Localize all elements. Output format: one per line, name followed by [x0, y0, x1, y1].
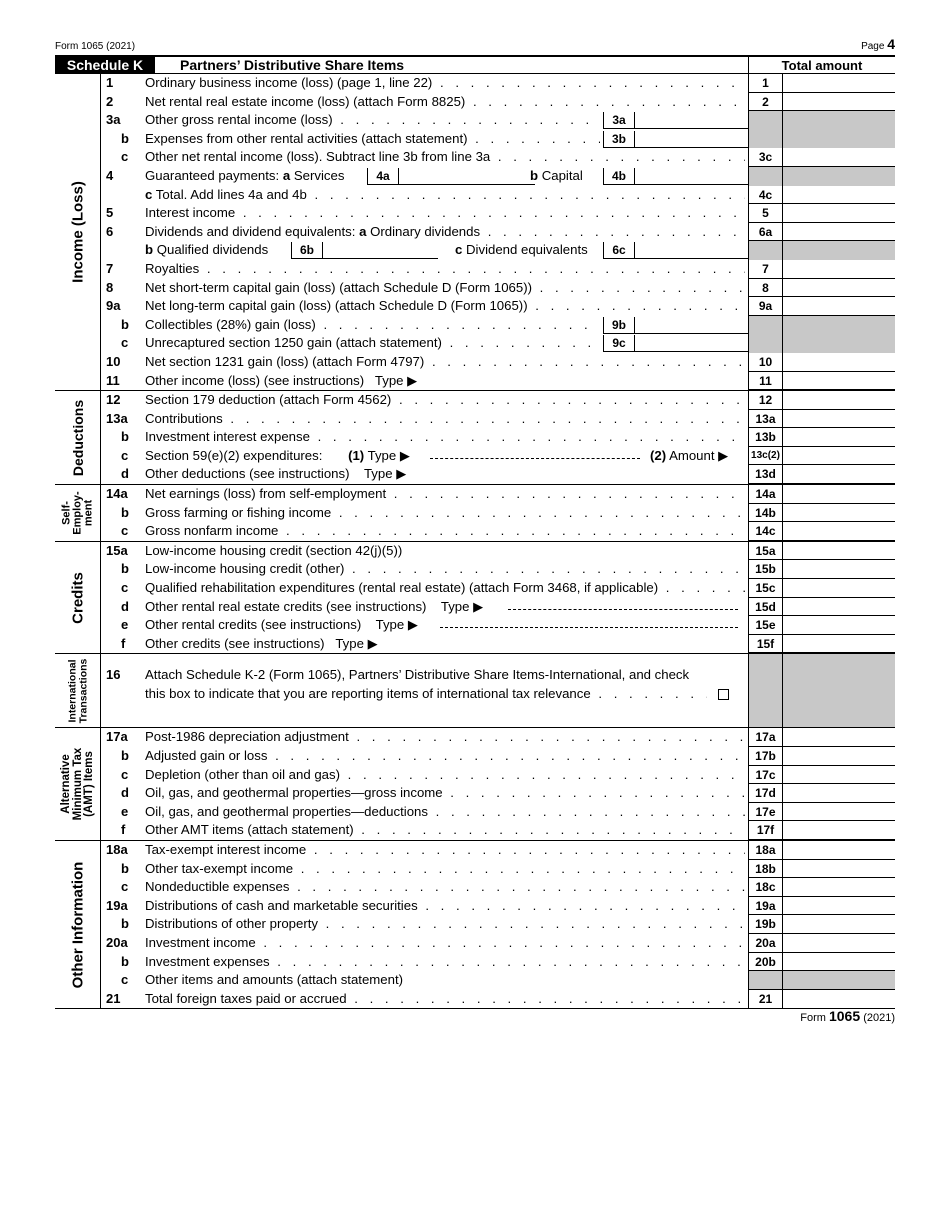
- inline-field-4a[interactable]: [399, 168, 535, 185]
- amount-field-17e[interactable]: [783, 803, 895, 822]
- line-14c: c Gross nonfarm income . . . 14c: [55, 522, 895, 541]
- line-19a: 19a Distributions of cash and marketable securities . . . 19a: [55, 897, 895, 916]
- line-7: 7 Royalties . . . 7: [55, 260, 895, 279]
- amount-field-6a[interactable]: [783, 223, 895, 242]
- amount-field-17d[interactable]: [783, 784, 895, 803]
- line-14a: 14a Net earnings (loss) from self-employment . . . 14a: [55, 485, 895, 504]
- line-15e: e Other rental credits (see instructions) Type ▶ 15e: [55, 616, 895, 635]
- section-label-self-employment: Self- Employ- ment: [55, 485, 101, 541]
- line-17e: e Oil, gas, and geothermal properties—deductions . . . 17e: [55, 803, 895, 822]
- line-9a: 9a Net long-term capital gain (loss) (attach Schedule D (Form 1065)) . . . 9a: [55, 297, 895, 316]
- amount-field-18c[interactable]: [783, 878, 895, 897]
- line-14b: b Gross farming or fishing income . . . 14b: [55, 504, 895, 523]
- inline-field-6c[interactable]: [635, 242, 748, 259]
- amount-field-13d[interactable]: [783, 465, 895, 484]
- inline-field-3a[interactable]: [635, 112, 748, 129]
- amount-field-18a[interactable]: [783, 841, 895, 860]
- amount-field-13a[interactable]: [783, 410, 895, 429]
- section-label-deductions: Deductions: [55, 391, 101, 484]
- amount-field-19b[interactable]: [783, 915, 895, 934]
- amount-field-14c[interactable]: [783, 522, 895, 541]
- type-field-15e[interactable]: [440, 627, 738, 628]
- amount-field-18b[interactable]: [783, 860, 895, 879]
- line-9b: b Collectibles (28%) gain (loss) . . . 9b: [55, 316, 895, 335]
- amount-field-15f[interactable]: [783, 635, 895, 654]
- inline-field-6b[interactable]: [323, 242, 438, 259]
- type-field-13c[interactable]: [430, 458, 640, 459]
- amount-field-21[interactable]: [783, 990, 895, 1009]
- line-20a: 20a Investment income . . . 20a: [55, 934, 895, 953]
- page-number: Page 4: [861, 36, 895, 52]
- amount-field-17c[interactable]: [783, 766, 895, 785]
- line-10: 10 Net section 1231 gain (loss) (attach Form 4797) . . . 10: [55, 353, 895, 372]
- schedule-badge: Schedule K: [55, 57, 155, 74]
- line-18a: 18a Tax-exempt interest income . . . 18a: [55, 841, 895, 860]
- inline-field-4b[interactable]: [635, 168, 748, 185]
- inline-field-9c[interactable]: [635, 335, 748, 352]
- section-label-income: Income (Loss): [55, 74, 101, 390]
- line-15b: b Low-income housing credit (other) . . . 15b: [55, 560, 895, 579]
- line-15d: d Other rental real estate credits (see instructions) Type ▶ 15d: [55, 598, 895, 617]
- schedule-k-table: [55, 74, 895, 1009]
- line-19b: b Distributions of other property . . . 19b: [55, 915, 895, 934]
- section-credits: [55, 541, 895, 654]
- section-income: [55, 74, 895, 390]
- amount-field-15a[interactable]: [783, 542, 895, 561]
- line-20c: c Other items and amounts (attach statement): [55, 971, 895, 990]
- amount-field-17b[interactable]: [783, 747, 895, 766]
- amount-field-17a[interactable]: [783, 728, 895, 747]
- line-11: 11 Other income (loss) (see instructions) Type ▶ 11: [55, 372, 895, 391]
- amount-field-1[interactable]: [783, 74, 895, 93]
- amount-field-15c[interactable]: [783, 579, 895, 598]
- amount-field-10[interactable]: [783, 353, 895, 372]
- amount-field-2[interactable]: [783, 93, 895, 112]
- amount-field-20b[interactable]: [783, 953, 895, 972]
- line-6a: 6 Dividends and dividend equivalents: a Ordinary dividends . . . 6a: [55, 223, 895, 242]
- section-amt: [55, 727, 895, 840]
- inline-field-3b[interactable]: [635, 131, 748, 148]
- amount-field-20a[interactable]: [783, 934, 895, 953]
- line-6b: b Qualified dividends 6b c Dividend equivalents 6c: [55, 241, 895, 260]
- amount-field-14a[interactable]: [783, 485, 895, 504]
- line-2: 2 Net rental real estate income (loss) (attach Form 8825) . . . 2: [55, 93, 895, 112]
- line-8: 8 Net short-term capital gain (loss) (attach Schedule D (Form 1065)) . . . 8: [55, 279, 895, 298]
- line-1: 1 Ordinary business income (loss) (page 1, line 22) . . . 1: [55, 74, 895, 93]
- schedule-header: [55, 55, 895, 74]
- line-15f: f Other credits (see instructions) Type ▶ 15f: [55, 635, 895, 654]
- page-footer: Form 1065 (2021): [800, 1008, 895, 1024]
- schedule-title: Partners’ Distributive Share Items: [180, 57, 405, 73]
- line-4c: c Total. Add lines 4a and 4b . . . 4c: [55, 186, 895, 205]
- line-13d: d Other deductions (see instructions) Type ▶ 13d: [55, 465, 895, 484]
- line-4: 4 Guaranteed payments: a Services 4a b Capital 4b: [55, 167, 895, 186]
- amount-field-13b[interactable]: [783, 428, 895, 447]
- amount-field-5[interactable]: [783, 204, 895, 223]
- amount-field-4c[interactable]: [783, 186, 895, 205]
- total-amount-header: Total amount: [748, 57, 895, 74]
- line-17a: 17a Post-1986 depreciation adjustment . . . 17a: [55, 728, 895, 747]
- line-9c: c Unrecaptured section 1250 gain (attach statement) . . . 9c: [55, 334, 895, 353]
- section-deductions: [55, 390, 895, 484]
- amount-field-15d[interactable]: [783, 598, 895, 617]
- line-3b: b Expenses from other rental activities (attach statement) . . . 3b: [55, 130, 895, 149]
- amount-field-17f[interactable]: [783, 821, 895, 840]
- inline-field-9b[interactable]: [635, 317, 748, 334]
- amount-field-12[interactable]: [783, 391, 895, 410]
- section-label-amt: Alternative Minimum Tax (AMT) Items: [55, 728, 101, 840]
- line-16: 16 Attach Schedule K-2 (Form 1065), Partners’ Distributive Share Items-International, and check this box to indicate that you are reporting items of international tax relevance . . .: [55, 654, 895, 728]
- type-field-15d[interactable]: [508, 609, 738, 610]
- amount-field-13c2[interactable]: [783, 447, 895, 466]
- amount-field-11[interactable]: [783, 372, 895, 391]
- section-international: [55, 653, 895, 727]
- amount-field-3c[interactable]: [783, 148, 895, 167]
- line-3c: c Other net rental income (loss). Subtract line 3b from line 3a . . . 3c: [55, 148, 895, 167]
- form-reference: Form 1065 (2021): [55, 41, 136, 52]
- page-header: [55, 38, 895, 52]
- section-label-international: International Transactions: [55, 654, 101, 727]
- line-5: 5 Interest income . . . 5: [55, 204, 895, 223]
- line-13c: c Section 59(e)(2) expenditures: (1) Type ▶ (2) Amount ▶ 13c(2): [55, 447, 895, 466]
- international-checkbox[interactable]: [718, 689, 729, 700]
- section-other-information: [55, 840, 895, 1009]
- line-13b: b Investment interest expense . . . 13b: [55, 428, 895, 447]
- line-18b: b Other tax-exempt income . . . 18b: [55, 860, 895, 879]
- line-13a: 13a Contributions . . . 13a: [55, 410, 895, 429]
- amount-field-15b[interactable]: [783, 560, 895, 579]
- section-label-credits: Credits: [55, 542, 101, 654]
- amount-field-7[interactable]: [783, 260, 895, 279]
- line-17c: c Depletion (other than oil and gas) . . . 17c: [55, 766, 895, 785]
- line-12: 12 Section 179 deduction (attach Form 4562) . . . 12: [55, 391, 895, 410]
- line-17b: b Adjusted gain or loss . . . 17b: [55, 747, 895, 766]
- section-label-other: Other Information: [55, 841, 101, 1008]
- line-20b: b Investment expenses . . . 20b: [55, 953, 895, 972]
- amount-field-8[interactable]: [783, 279, 895, 298]
- amount-field-19a[interactable]: [783, 897, 895, 916]
- line-21: 21 Total foreign taxes paid or accrued . . . 21: [55, 990, 895, 1009]
- line-3a: 3a Other gross rental income (loss) . . . 3a: [55, 111, 895, 130]
- section-self-employment: [55, 484, 895, 541]
- line-17d: d Oil, gas, and geothermal properties—gross income . . . 17d: [55, 784, 895, 803]
- line-18c: c Nondeductible expenses . . . 18c: [55, 878, 895, 897]
- line-17f: f Other AMT items (attach statement) . . . 17f: [55, 821, 895, 840]
- line-15c: c Qualified rehabilitation expenditures (rental real estate) (attach Form 3468, if applicable) . . . 15c: [55, 579, 895, 598]
- amount-field-15e[interactable]: [783, 616, 895, 635]
- amount-field-14b[interactable]: [783, 504, 895, 523]
- amount-field-9a[interactable]: [783, 297, 895, 316]
- line-15a: 15a Low-income housing credit (section 42(j)(5)) 15a: [55, 542, 895, 561]
